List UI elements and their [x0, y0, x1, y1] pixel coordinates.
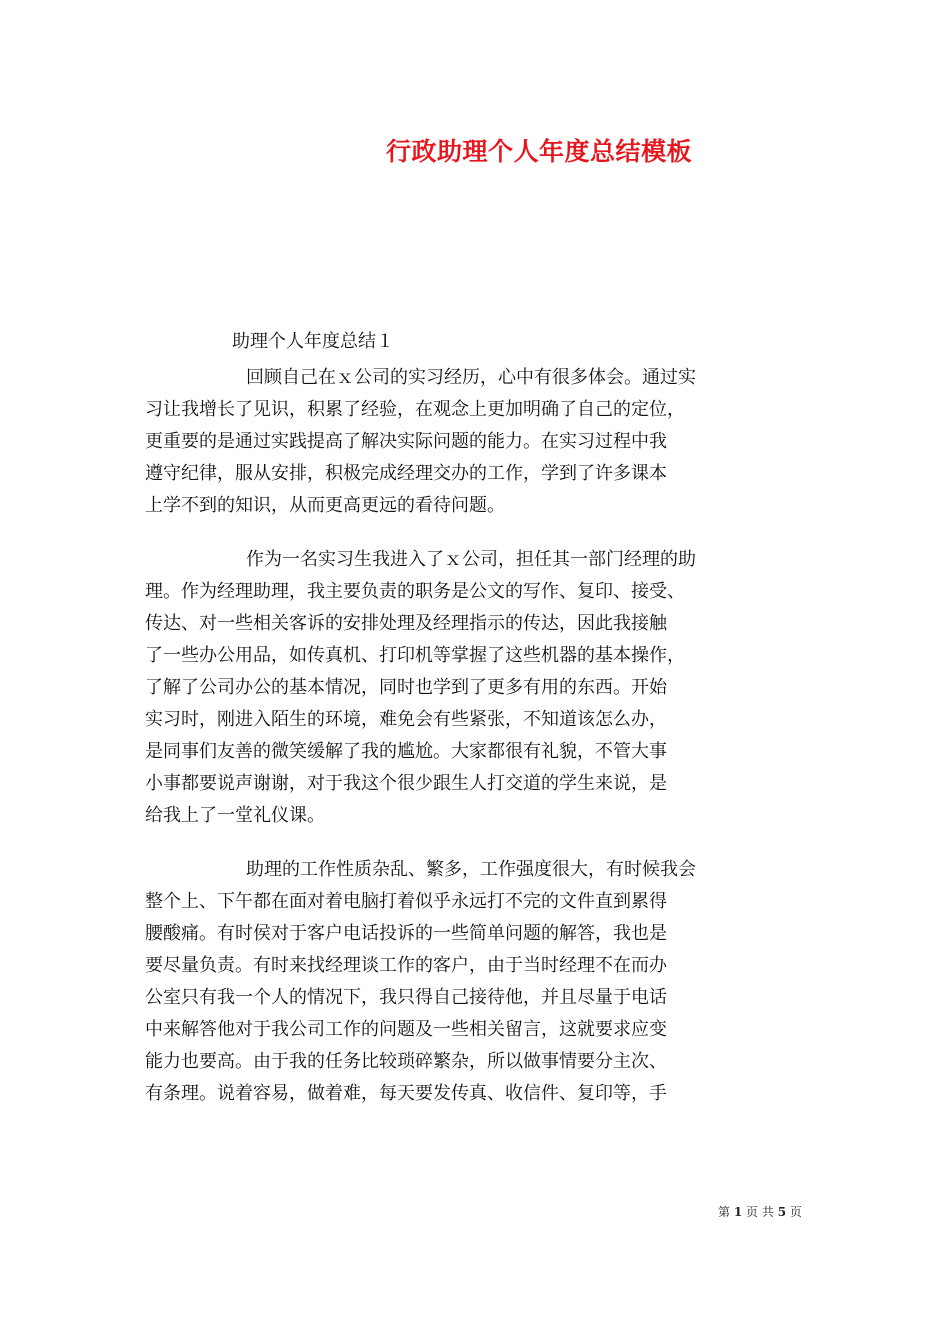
- paragraph-line: 中来解答他对于我公司工作的问题及一些相关留言，这就要求应变: [145, 1019, 667, 1040]
- paragraph-line: 给我上了一堂礼仪课。: [145, 805, 325, 826]
- paragraph-line: 整个上、下午都在面对着电脑打着似乎永远打不完的文件直到累得: [145, 891, 667, 912]
- paragraph-line: 习让我增长了见识，积累了经验，在观念上更加明确了自己的定位，: [145, 399, 685, 420]
- section-heading: 助理个人年度总结１: [232, 331, 394, 352]
- paragraph-line: 助理的工作性质杂乱、繁多，工作强度很大，有时候我会: [246, 859, 696, 880]
- footer-prefix: 第: [718, 1205, 731, 1219]
- paragraph-line: 能力也要高。由于我的任务比较琐碎繁杂，所以做事情要分主次、: [145, 1051, 667, 1072]
- paragraph-line: 是同事们友善的微笑缓解了我的尴尬。大家都很有礼貌，不管大事: [145, 741, 667, 762]
- paragraph-line: 回顾自己在ｘ公司的实习经历，心中有很多体会。通过实: [246, 367, 696, 388]
- paragraph-line: 实习时，刚进入陌生的环境，难免会有些紧张，不知道该怎么办，: [145, 709, 667, 730]
- paragraph-line: 了解了公司办公的基本情况，同时也学到了更多有用的东西。开始: [145, 677, 667, 698]
- paragraph-line: 遵守纪律，服从安排，积极完成经理交办的工作，学到了许多课本: [145, 463, 667, 484]
- footer-suffix: 页: [789, 1205, 802, 1219]
- paragraph-line: 有条理。说着容易，做着难，每天要发传真、收信件、复印等，手: [145, 1083, 667, 1104]
- paragraph-line: 公室只有我一个人的情况下，我只得自己接待他，并且尽量于电话: [145, 987, 667, 1008]
- paragraph-line: 传达、对一些相关客诉的安排处理及经理指示的传达，因此我接触: [145, 613, 667, 634]
- footer-current-page: 1: [733, 1205, 743, 1219]
- paragraph-line: 了一些办公用品，如传真机、打印机等掌握了这些机器的基本操作，: [145, 645, 685, 666]
- paragraph-line: 小事都要说声谢谢，对于我这个很少跟生人打交道的学生来说，是: [145, 773, 667, 794]
- paragraph-line: 更重要的是通过实践提高了解决实际问题的能力。在实习过程中我: [145, 431, 667, 452]
- paragraph-line: 作为一名实习生我进入了ｘ公司，担任其一部门经理的助: [246, 549, 696, 570]
- paragraph-line: 上学不到的知识，从而更高更远的看待问题。: [145, 495, 505, 516]
- footer-middle: 页 共: [746, 1205, 774, 1219]
- paragraph-line: 理。作为经理助理，我主要负责的职务是公文的写作、复印、接受、: [145, 581, 685, 602]
- paragraph-line: 腰酸痛。有时侯对于客户电话投诉的一些简单问题的解答，我也是: [145, 923, 667, 944]
- document-title: 行政助理个人年度总结模板: [385, 137, 692, 166]
- page-number-footer: [718, 1204, 802, 1220]
- footer-total-pages: 5: [777, 1205, 787, 1219]
- paragraph-line: 要尽量负责。有时来找经理谈工作的客户，由于当时经理不在而办: [145, 955, 667, 976]
